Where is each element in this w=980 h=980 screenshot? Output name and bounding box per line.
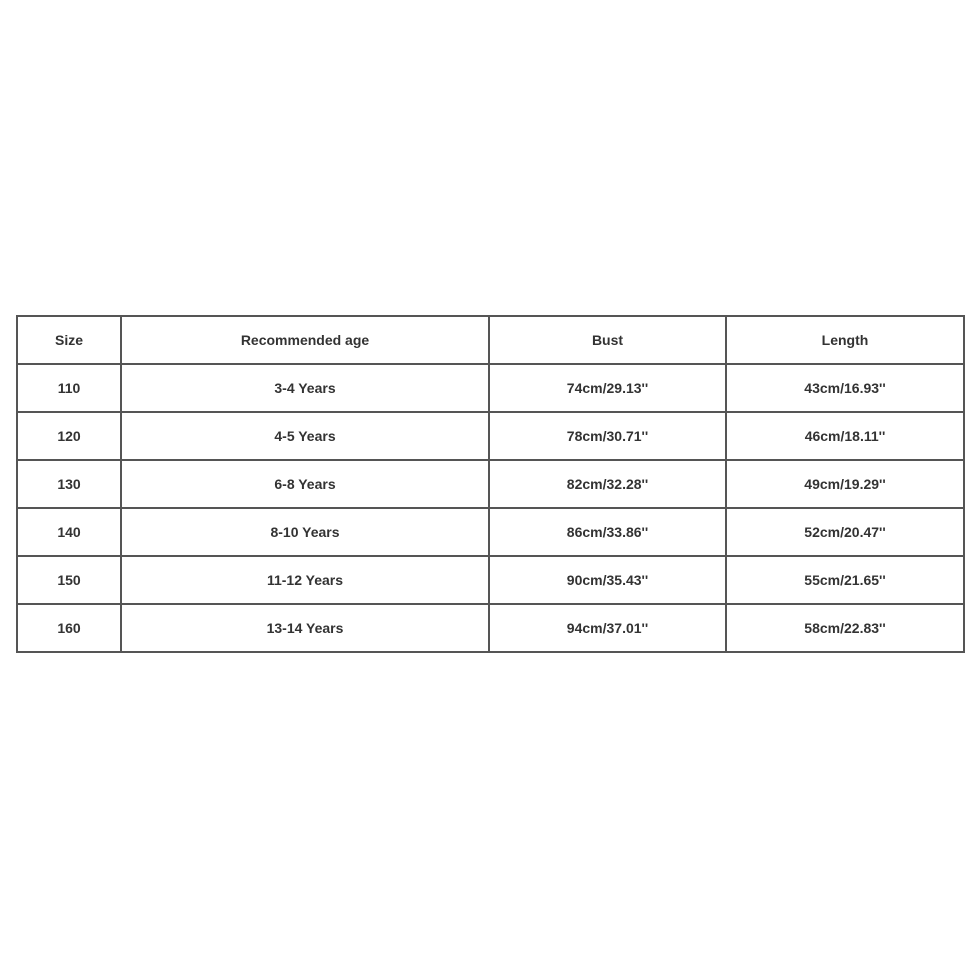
cell-size: 120 — [17, 412, 121, 460]
cell-bust: 74cm/29.13'' — [489, 364, 726, 412]
header-size: Size — [17, 316, 121, 364]
cell-recommended-age: 3-4 Years — [121, 364, 489, 412]
table-row — [17, 460, 964, 508]
header-recommended-age: Recommended age — [121, 316, 489, 364]
table-row — [17, 364, 964, 412]
table-header — [17, 316, 964, 364]
cell-bust: 90cm/35.43'' — [489, 556, 726, 604]
cell-recommended-age: 6-8 Years — [121, 460, 489, 508]
table-row — [17, 604, 964, 652]
cell-bust: 78cm/30.71'' — [489, 412, 726, 460]
cell-recommended-age: 4-5 Years — [121, 412, 489, 460]
cell-recommended-age: 8-10 Years — [121, 508, 489, 556]
cell-length: 58cm/22.83'' — [726, 604, 964, 652]
cell-length: 46cm/18.11'' — [726, 412, 964, 460]
cell-size: 130 — [17, 460, 121, 508]
table-row — [17, 508, 964, 556]
header-row — [17, 316, 964, 364]
table-row — [17, 412, 964, 460]
cell-size: 110 — [17, 364, 121, 412]
cell-length: 43cm/16.93'' — [726, 364, 964, 412]
header-length: Length — [726, 316, 964, 364]
cell-recommended-age: 11-12 Years — [121, 556, 489, 604]
cell-size: 160 — [17, 604, 121, 652]
cell-length: 52cm/20.47'' — [726, 508, 964, 556]
table-row — [17, 556, 964, 604]
cell-length: 55cm/21.65'' — [726, 556, 964, 604]
size-chart-table — [16, 315, 965, 653]
cell-length: 49cm/19.29'' — [726, 460, 964, 508]
cell-bust: 82cm/32.28'' — [489, 460, 726, 508]
cell-recommended-age: 13-14 Years — [121, 604, 489, 652]
table-body — [17, 364, 964, 652]
header-bust: Bust — [489, 316, 726, 364]
cell-size: 140 — [17, 508, 121, 556]
cell-size: 150 — [17, 556, 121, 604]
cell-bust: 86cm/33.86'' — [489, 508, 726, 556]
cell-bust: 94cm/37.01'' — [489, 604, 726, 652]
